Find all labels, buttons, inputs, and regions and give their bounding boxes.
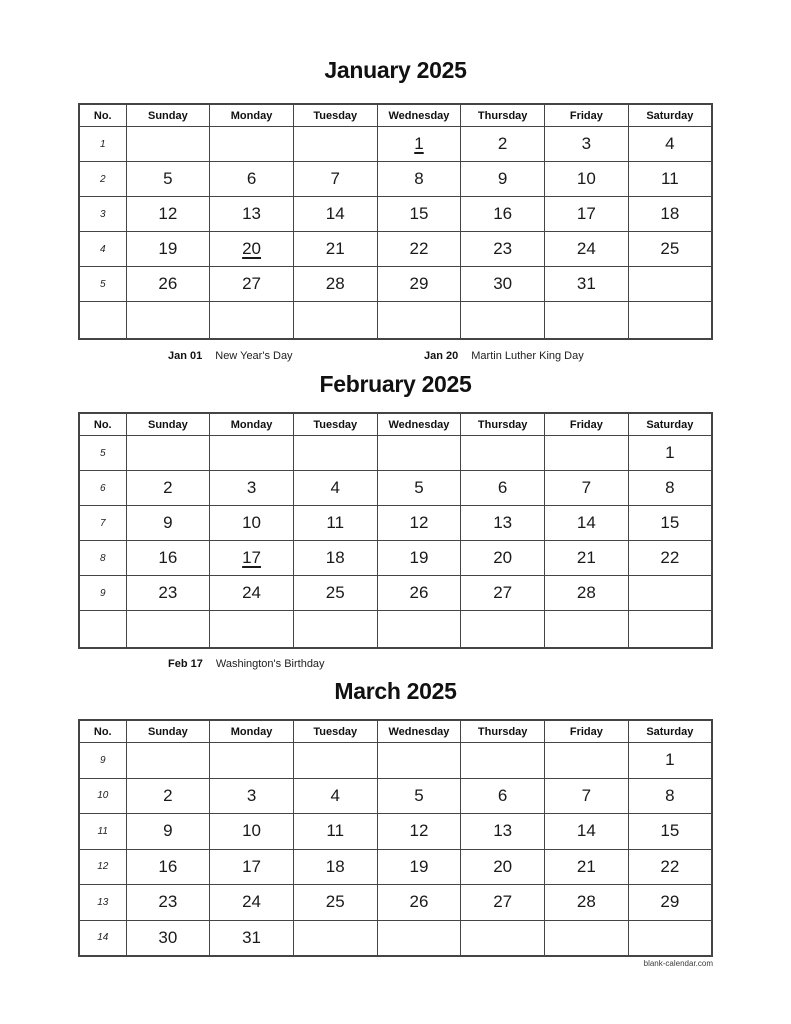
empty-day-cell [210,127,294,162]
day-cell: 4 [628,127,712,162]
column-header-tuesday: Tuesday [293,104,377,127]
empty-day-cell [461,611,545,649]
day-cell: 12 [377,814,461,850]
holiday-day-cell: 1 [377,127,461,162]
day-cell: 10 [210,506,294,541]
week-number-cell: 8 [79,541,126,576]
day-cell: 23 [461,232,545,267]
day-cell: 2 [126,778,210,814]
week-number-cell: 6 [79,471,126,506]
week-row [79,471,712,506]
site-watermark: blank-calendar.com [643,959,713,968]
day-cell: 8 [628,471,712,506]
empty-day-cell [293,920,377,956]
day-cell: 31 [545,267,629,302]
empty-day-cell [628,302,712,340]
day-cell: 5 [377,471,461,506]
column-header-wednesday: Wednesday [377,720,461,743]
week-row [79,506,712,541]
column-header-friday: Friday [545,104,629,127]
day-cell: 1 [628,436,712,471]
day-cell: 10 [545,162,629,197]
month-title: January 2025 [324,57,467,83]
day-cell: 2 [461,127,545,162]
day-cell: 21 [293,232,377,267]
day-cell: 5 [126,162,210,197]
column-header-wednesday: Wednesday [377,413,461,436]
week-number-cell: 14 [79,920,126,956]
day-cell: 24 [210,576,294,611]
day-cell: 12 [126,197,210,232]
holiday-date: Jan 01 [168,350,203,362]
day-cell: 11 [293,506,377,541]
empty-day-cell [628,920,712,956]
day-cell: 23 [126,576,210,611]
day-cell: 14 [545,506,629,541]
day-cell: 17 [545,197,629,232]
week-number-cell: 7 [79,506,126,541]
empty-week-row [79,611,712,649]
empty-day-cell [126,743,210,779]
header-row [79,104,712,127]
day-cell: 20 [461,541,545,576]
day-cell: 28 [545,885,629,921]
column-header-saturday: Saturday [628,720,712,743]
day-cell: 3 [210,471,294,506]
day-cell: 8 [628,778,712,814]
week-number-cell: 12 [79,849,126,885]
holiday-date: Feb 17 [168,658,203,670]
week-row [79,778,712,814]
empty-day-cell [210,436,294,471]
empty-day-cell [293,127,377,162]
day-cell: 30 [461,267,545,302]
column-header-saturday: Saturday [628,413,712,436]
week-row [79,920,712,956]
day-cell: 15 [377,197,461,232]
day-cell: 1 [628,743,712,779]
day-cell: 25 [293,885,377,921]
empty-day-cell [210,611,294,649]
day-cell: 29 [628,885,712,921]
day-cell: 24 [210,885,294,921]
month-title: February 2025 [319,371,472,397]
day-cell: 27 [461,885,545,921]
day-cell: 17 [210,849,294,885]
day-cell: 27 [461,576,545,611]
holiday-date: Jan 20 [424,350,459,362]
day-cell: 30 [126,920,210,956]
week-row [79,267,712,302]
day-cell: 27 [210,267,294,302]
day-cell: 11 [628,162,712,197]
column-header-sunday: Sunday [126,413,210,436]
empty-day-cell [377,920,461,956]
day-cell: 14 [545,814,629,850]
empty-day-cell [126,436,210,471]
day-cell: 15 [628,506,712,541]
day-cell: 19 [126,232,210,267]
day-cell: 25 [293,576,377,611]
week-number-cell: 2 [79,162,126,197]
header-row [79,720,712,743]
day-cell: 13 [210,197,294,232]
day-cell: 16 [461,197,545,232]
holiday-item [168,657,325,671]
week-number-cell [79,302,126,340]
day-cell: 6 [210,162,294,197]
empty-day-cell [126,127,210,162]
column-header-friday: Friday [545,413,629,436]
day-cell: 12 [377,506,461,541]
holiday-item [168,349,293,363]
empty-day-cell [210,743,294,779]
day-cell: 10 [210,814,294,850]
empty-day-cell [126,302,210,340]
day-cell: 6 [461,778,545,814]
empty-day-cell [461,920,545,956]
day-cell: 7 [293,162,377,197]
month-section-march [0,671,791,969]
empty-day-cell [377,611,461,649]
day-cell: 3 [210,778,294,814]
month-calendar-table [78,103,713,340]
empty-day-cell [545,743,629,779]
empty-day-cell [461,436,545,471]
day-cell: 28 [293,267,377,302]
week-row [79,127,712,162]
day-cell: 7 [545,471,629,506]
empty-day-cell [628,611,712,649]
day-cell: 13 [461,814,545,850]
empty-day-cell [293,436,377,471]
day-cell: 4 [293,778,377,814]
day-cell: 3 [545,127,629,162]
month-section-january [0,0,791,363]
empty-day-cell [545,436,629,471]
day-cell: 19 [377,849,461,885]
day-cell: 9 [126,506,210,541]
column-header-thursday: Thursday [461,720,545,743]
day-cell: 22 [628,849,712,885]
empty-day-cell [377,436,461,471]
empty-day-cell [545,302,629,340]
column-header-sunday: Sunday [126,104,210,127]
day-cell: 20 [461,849,545,885]
week-number-cell: 9 [79,743,126,779]
day-cell: 21 [545,849,629,885]
day-cell: 9 [126,814,210,850]
day-cell: 14 [293,197,377,232]
day-cell: 15 [628,814,712,850]
month-calendar-table [78,719,713,957]
day-cell: 11 [293,814,377,850]
column-header-no: No. [79,413,126,436]
day-cell: 7 [545,778,629,814]
empty-day-cell [545,611,629,649]
day-cell: 2 [126,471,210,506]
week-number-cell: 4 [79,232,126,267]
week-row [79,232,712,267]
day-cell: 18 [628,197,712,232]
column-header-wednesday: Wednesday [377,104,461,127]
day-cell: 4 [293,471,377,506]
holiday-item [424,349,584,363]
month-section-february [0,363,791,671]
week-row [79,743,712,779]
empty-day-cell [210,302,294,340]
empty-day-cell [461,743,545,779]
day-cell: 18 [293,541,377,576]
column-header-thursday: Thursday [461,413,545,436]
month-title: March 2025 [334,678,457,704]
day-cell: 26 [377,576,461,611]
holiday-name: Washington's Birthday [215,658,325,670]
holiday-day-cell: 20 [210,232,294,267]
day-cell: 6 [461,471,545,506]
column-header-tuesday: Tuesday [293,720,377,743]
holiday-legend [0,657,791,671]
week-row [79,541,712,576]
empty-day-cell [628,576,712,611]
week-row [79,162,712,197]
day-cell: 25 [628,232,712,267]
empty-day-cell [377,302,461,340]
day-cell: 24 [545,232,629,267]
header-row [79,413,712,436]
column-header-monday: Monday [210,413,294,436]
column-header-sunday: Sunday [126,720,210,743]
week-number-cell [79,611,126,649]
column-header-tuesday: Tuesday [293,413,377,436]
column-header-no: No. [79,104,126,127]
column-header-monday: Monday [210,720,294,743]
day-cell: 18 [293,849,377,885]
week-number-cell: 9 [79,576,126,611]
day-cell: 28 [545,576,629,611]
week-row [79,197,712,232]
empty-day-cell [293,611,377,649]
day-cell: 16 [126,849,210,885]
week-number-cell: 13 [79,885,126,921]
empty-day-cell [545,920,629,956]
week-number-cell: 3 [79,197,126,232]
week-number-cell: 5 [79,267,126,302]
day-cell: 21 [545,541,629,576]
column-header-no: No. [79,720,126,743]
day-cell: 22 [628,541,712,576]
holiday-name: New Year's Day [215,350,293,362]
empty-day-cell [293,302,377,340]
empty-day-cell [461,302,545,340]
day-cell: 29 [377,267,461,302]
empty-week-row [79,302,712,340]
column-header-monday: Monday [210,104,294,127]
day-cell: 19 [377,541,461,576]
empty-day-cell [126,611,210,649]
column-header-friday: Friday [545,720,629,743]
day-cell: 26 [126,267,210,302]
week-row [79,576,712,611]
week-row [79,849,712,885]
week-row [79,885,712,921]
day-cell: 8 [377,162,461,197]
day-cell: 16 [126,541,210,576]
day-cell: 13 [461,506,545,541]
holiday-legend [0,349,791,363]
week-number-cell: 11 [79,814,126,850]
day-cell: 9 [461,162,545,197]
day-cell: 23 [126,885,210,921]
empty-day-cell [377,743,461,779]
week-number-cell: 5 [79,436,126,471]
day-cell: 26 [377,885,461,921]
column-header-thursday: Thursday [461,104,545,127]
week-number-cell: 1 [79,127,126,162]
day-cell: 5 [377,778,461,814]
month-calendar-table [78,412,713,649]
empty-day-cell [628,267,712,302]
week-number-cell: 10 [79,778,126,814]
empty-day-cell [293,743,377,779]
week-row [79,436,712,471]
day-cell: 31 [210,920,294,956]
column-header-saturday: Saturday [628,104,712,127]
holiday-name: Martin Luther King Day [471,350,584,362]
week-row [79,814,712,850]
day-cell: 22 [377,232,461,267]
holiday-day-cell: 17 [210,541,294,576]
